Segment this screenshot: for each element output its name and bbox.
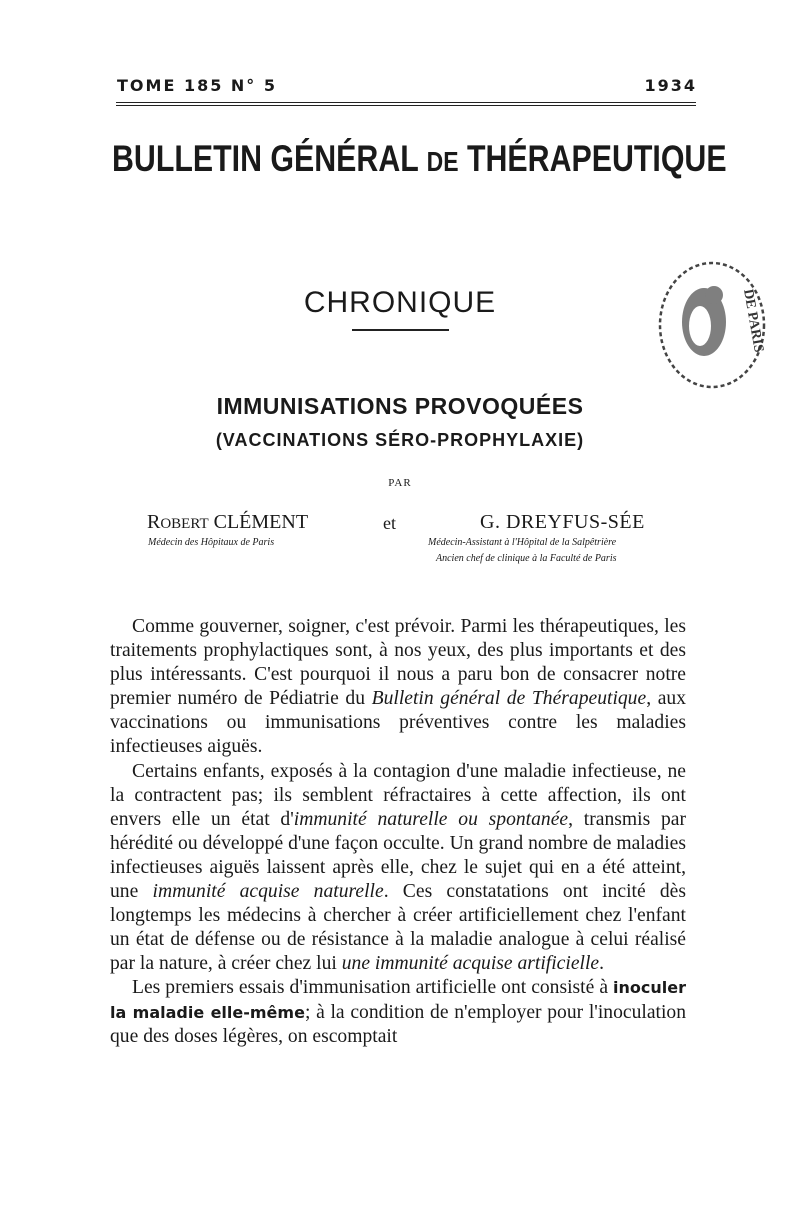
author-2-affiliation-2: Ancien chef de clinique à la Faculté de Paris: [436, 553, 617, 564]
paragraph-3: Les premiers essais d'immunisation artificielle ont consisté à inoculer la maladie elle-même; à la condition de n'employer pour l'inoculation que des doses légères, on escomptait: [110, 977, 686, 1047]
section-rule: [352, 329, 449, 331]
running-header: [117, 76, 697, 95]
by-line: PAR: [388, 477, 412, 489]
header-rule-bottom: [116, 105, 696, 106]
section-heading: CHRONIQUE: [303, 286, 497, 319]
journal-title: BULLETIN GÉNÉRAL DE THÉRAPEUTIQUE: [112, 138, 727, 179]
volume-issue: TOME 185 N° 5: [117, 76, 277, 95]
paragraph-2: Certains enfants, exposés à la contagion d'une maladie infectieuse, ne la contractent pas; ils semblent réfractaires à cette affection, ils ont envers elle un état d'immunité naturelle ou spontanée, transmis par hérédité ou développé d'une façon occulte. Un grand nombre de maladies infectieuses aiguës laissent après elle, chez le sujet qui en a été atteint, une immunité acquise naturelle. Ces constatations ont incité dès longtemps les médecins à chercher à créer artificiellement chez l'enfant un état de défense ou de résistance à la maladie analogue à celui réalisé par la nature, à créer chez lui une immunité acquise artificielle.: [110, 760, 686, 975]
article-title: IMMUNISATIONS PROVOQUÉES: [216, 393, 584, 419]
paragraph-1: Comme gouverner, soigner, c'est prévoir. Parmi les thérapeutiques, les traitements prophylactiques sont, à nos yeux, des plus importants et des plus intéressants. C'est pourquoi il nous a paru bon de consacrer notre premier numéro de Pédiatrie du Bulletin général de Thérapeutique, aux vaccinations ou immunisations préventives contre les maladies infectieuses aiguës.: [110, 616, 687, 758]
author-2-affiliation-1: Médecin-Assistant à l'Hôpital de la Salpêtrière: [428, 537, 617, 548]
author-1-affiliation: Médecin des Hôpitaux de Paris: [148, 537, 275, 548]
article-subtitle: (VACCINATIONS SÉRO-PROPHYLAXIE): [215, 430, 585, 450]
library-stamp: [652, 250, 772, 400]
stamp-text: DE PARIS: [740, 288, 766, 354]
author-conjunction: et: [383, 513, 396, 533]
author-2-name: G. DREYFUS-SÉE: [480, 511, 645, 533]
publication-year: 1934: [644, 76, 697, 95]
author-1-name: ROBERT CLÉMENT: [147, 511, 309, 533]
article-body: [110, 615, 686, 1049]
header-rule-top: [116, 102, 696, 103]
